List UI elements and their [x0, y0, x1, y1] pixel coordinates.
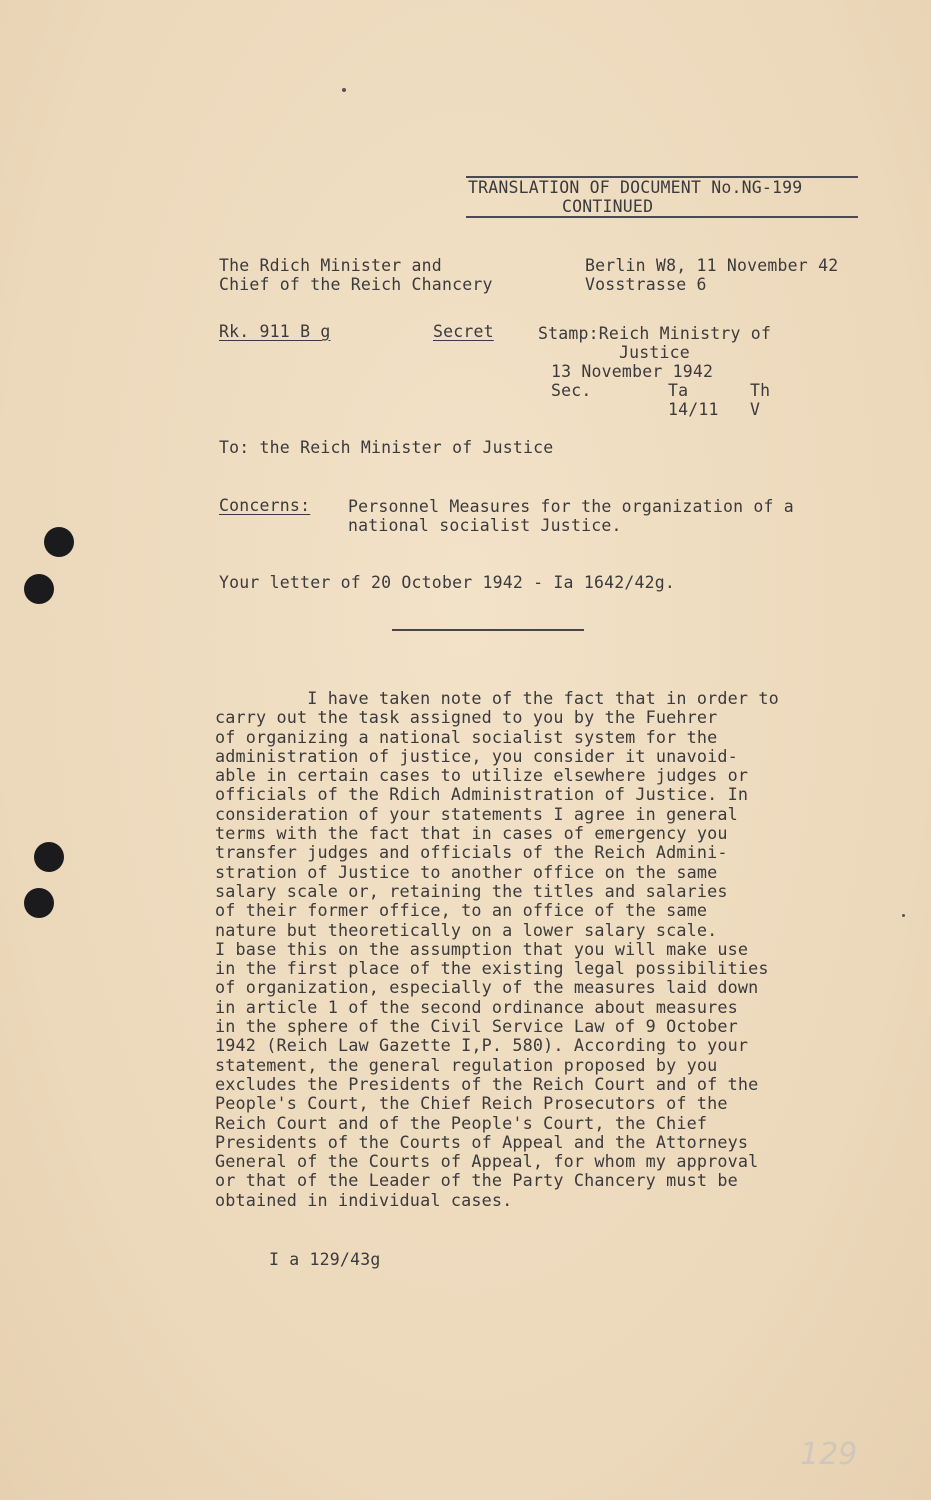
page-number-mark: 129 [800, 1437, 858, 1472]
stamp-th: Th [750, 381, 771, 400]
body-line: statement, the general regulation proposed by you [215, 1054, 718, 1075]
body-line: General of the Courts of Appeal, for whom my approval [215, 1151, 759, 1172]
sender-line-1: The Rdich Minister and [219, 256, 442, 275]
paper-speck [902, 914, 905, 917]
stamp-ta: Ta [668, 381, 689, 400]
letter-body [215, 689, 779, 1210]
separator-line [392, 629, 584, 631]
header-bottom-rule [466, 216, 858, 218]
stamp-date: 13 November 1942 [551, 362, 714, 381]
body-line: 1942 (Reich Law Gazette I,P. 580). According to your [215, 1035, 749, 1056]
header-title: TRANSLATION OF DOCUMENT No.NG-199 [468, 178, 803, 197]
body-line: of their former office, to an office of the same [215, 900, 708, 921]
classification: Secret [433, 322, 494, 341]
body-line: excludes the Presidents of the Reich Court and of the [215, 1073, 759, 1094]
body-line: Reich Court and of the People's Court, the Chief [215, 1112, 708, 1133]
header-subtitle: CONTINUED [562, 197, 654, 216]
body-line: or that of the Leader of the Party Chancery must be [215, 1170, 738, 1191]
place-date-line-1: Berlin W8, 11 November 42 [585, 256, 839, 275]
punch-hole [24, 574, 54, 604]
body-line: of organizing a national socialist system for the [215, 726, 718, 747]
body-line: I have taken note of the fact that in order to [215, 688, 779, 708]
your-letter-reference: Your letter of 20 October 1942 - Ia 1642/42g. [219, 573, 676, 592]
body-line: Presidents of the Courts of Appeal and the Attorneys [215, 1131, 749, 1152]
concerns-line-1: Personnel Measures for the organization of a [348, 497, 794, 516]
body-line: I base this on the assumption that you will make use [215, 938, 749, 959]
reference-number: Rk. 911 B g [219, 322, 331, 341]
stamp-sec: Sec. [551, 381, 592, 400]
body-line: terms with the fact that in cases of emergency you [215, 823, 728, 844]
body-line: stration of Justice to another office on the same [215, 861, 718, 882]
body-line: in the sphere of the Civil Service Law of 9 October [215, 1016, 738, 1037]
body-line: in article 1 of the second ordinance about measures [215, 996, 738, 1017]
body-line: consideration of your statements I agree in general [215, 803, 738, 824]
stamp-received-date: 14/11 [668, 400, 719, 419]
punch-hole [24, 888, 54, 918]
stamp-v: V [750, 400, 761, 419]
body-line: officials of the Rdich Administration of Justice. In [215, 784, 749, 805]
punch-hole [44, 527, 74, 557]
paper-speck [342, 88, 346, 92]
recipient: To: the Reich Minister of Justice [219, 438, 554, 457]
body-line: People's Court, the Chief Reich Prosecutors of the [215, 1093, 728, 1114]
body-line: salary scale or, retaining the titles and salaries [215, 880, 728, 901]
footer-reference: I a 129/43g [269, 1250, 381, 1269]
body-line: transfer judges and officials of the Reich Admini- [215, 842, 728, 863]
body-line: obtained in individual cases. [215, 1189, 513, 1210]
punch-hole [34, 842, 64, 872]
body-line: in the first place of the existing legal possibilities [215, 958, 769, 979]
body-line: administration of justice, you consider it unavoid- [215, 745, 738, 766]
concerns-label: Concerns: [219, 496, 311, 515]
body-line: of organization, especially of the measures laid down [215, 977, 759, 998]
concerns-line-2: national socialist Justice. [348, 516, 622, 535]
body-line: nature but theoretically on a lower salary scale. [215, 919, 718, 940]
stamp-line-1: Stamp:Reich Ministry of [538, 324, 772, 343]
sender-line-2: Chief of the Reich Chancery [219, 275, 493, 294]
place-date-line-2: Vosstrasse 6 [585, 275, 707, 294]
body-line: carry out the task assigned to you by the Fuehrer [215, 707, 718, 728]
stamp-line-2: Justice [619, 343, 690, 362]
body-line: able in certain cases to utilize elsewhere judges or [215, 765, 749, 786]
